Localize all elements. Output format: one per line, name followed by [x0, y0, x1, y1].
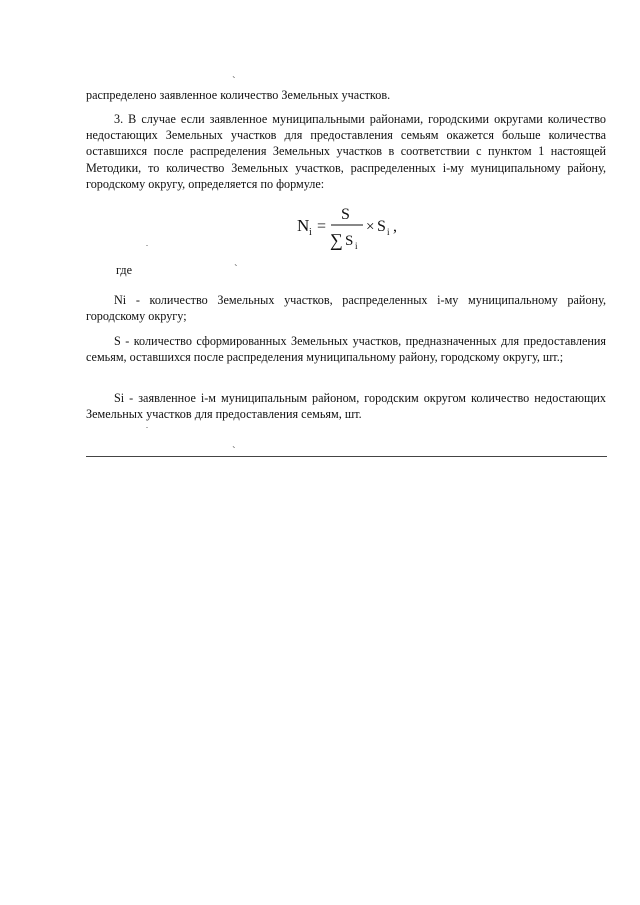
formula-rhs-sub: i	[387, 227, 390, 237]
formula-svg	[295, 201, 435, 257]
formula-lhs: N	[297, 216, 310, 235]
formula	[295, 201, 435, 257]
formula-times: ×	[366, 219, 375, 235]
bottom-rule	[86, 456, 607, 457]
formula-den-sub: i	[355, 241, 358, 251]
scan-speck: `	[232, 445, 236, 457]
formula-equals: =	[317, 218, 327, 235]
scan-speck: .	[146, 239, 148, 248]
scan-speck: `	[234, 263, 238, 275]
scan-speck: .	[146, 421, 148, 430]
definition-n: Ni - количество Земельных участков, распределенных i-му муниципальному району, городскому округу;	[86, 293, 606, 324]
formula-rhs-var: S	[377, 218, 386, 235]
formula-trailing: ,	[393, 218, 397, 235]
paragraph-3: 3. В случае если заявленное муниципальными районами, городскими округами количество недостающих Земельных участков для предоставления семьям окажется больше количества оставшихся после распределения Земельных участков в соответствии с пунктом 1 настоящей Методики, то количество Земельных участков, распределенных i-му муниципальному району, городскому округу, определяется по формуле:	[86, 112, 606, 191]
definition-s: S - количество сформированных Земельных участков, предназначенных для предоставления семьям, оставшихся после распределения муниципальному району, городскому округу, шт.;	[86, 334, 606, 365]
scan-speck: `	[232, 75, 236, 87]
formula-den-var: S	[345, 233, 354, 249]
text-line-top: распределено заявленное количество Земельных участков.	[86, 88, 391, 102]
formula-lhs-sub: i	[309, 227, 312, 238]
formula-sum-symbol: ∑	[330, 230, 343, 250]
formula-numerator: S	[341, 206, 350, 223]
where-label: где	[116, 263, 133, 277]
definition-si: Si - заявленное i-м муниципальным районом, городским округом количество недостающих Земельных участков для предоставления семьям, шт.	[86, 391, 606, 422]
